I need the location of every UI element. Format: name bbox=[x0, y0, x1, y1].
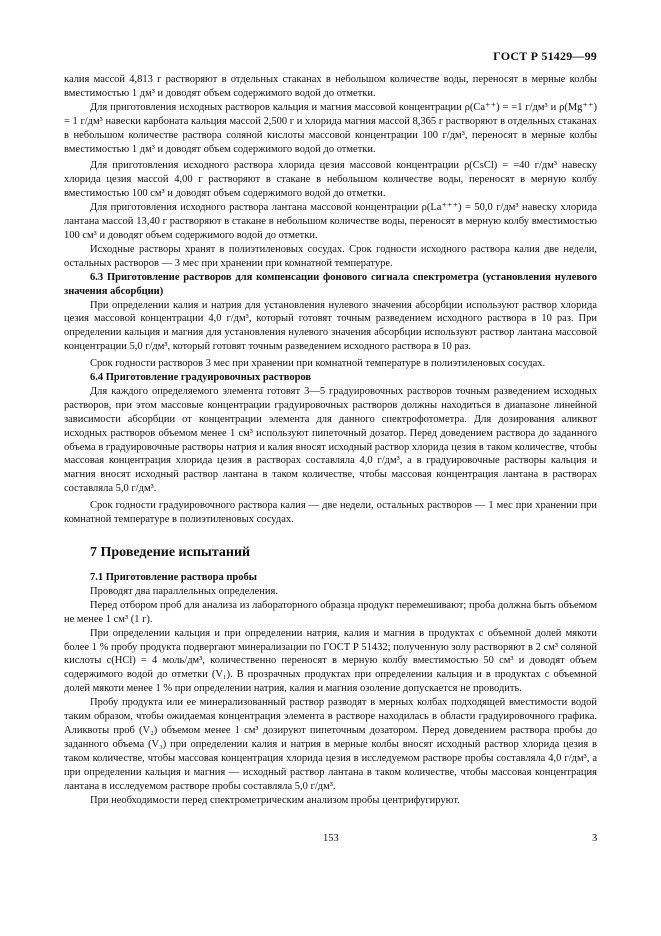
paragraph: Для приготовления исходного раствора хлорида цезия массовой концентрации ρ(CsCl) = =40 г/дм³ навеску хлорида цезия массой 4,00 г растворяют в стакане в небольшом количестве воды, переносят в мерную колбу вместимостью 100 см³ и доводят объем содержимого водой до отметки. bbox=[64, 160, 597, 200]
paragraph: При определении кальция и при определении натрия, калия и магния в продуктах с объемной долей мякоти более 1 % пробу продукта подвергают минерализации по ГОСТ Р 51432; полученную золу растворяют в 2 см³ соляной кислоты c(HCl) = 4 моль/дм³, количественно переносят в мерную колбу вместимостью 50 см³ и доводят объем содержимого водой до отметки (V₁). В прозрачных продуктах при определении кальция и в продуктах с объемной долей мякоти менее 1 % при определении натрия, калия и магния озоление допускается не проводить. bbox=[64, 627, 597, 695]
subsection-heading-6-3: 6.3 Приготовление растворов для компенсации фонового сигнала спектрометра (установления нулевого значения абсорбции) bbox=[64, 271, 597, 297]
paragraph: Пробу продукта или ее минерализованный раствор разводят в мерных колбах подходящей вместимости водой таким образом, чтобы ожидаемая концентрация элемента в растворе находилась в области градуировочного графика. Аликвоты проб (V₂) объемом менее 1 см³ дозируют пипеточным дозатором. Перед доведением раствора пробы до заданного объема (V₃) при определении калия и натрия в мерные колбы вносят исходный раствор хлорида цезия в таком количестве, чтобы массовая концентрация хлорида цезия в исследуемом растворе пробы составляла 4,0 г/дм³, а при определении кальция и магния — исходный раствор лантана в таком количестве, чтобы массовая концентрация лантана в исследуемом растворе пробы составляла 5,0 г/дм³. bbox=[64, 697, 597, 792]
paragraph: Срок годности градуировочного раствора калия — две недели, остальных растворов — 1 мес при хранении при комнатной температуре в полиэтиленовых сосудах. bbox=[64, 500, 597, 526]
paragraph: Для приготовления исходных растворов кальция и магния массовой концентрации ρ(Ca⁺⁺) = =1 г/дм³ и ρ(Mg⁺⁺) = 1 г/дм³ навески карбоната кальция массой 2,500 г и хлорида магния массой 8,365 г растворяют в отдельных стаканах в небольшом количестве раствора соляной кислоты массовой концентрации 100 г/дм³, переносят в мерные колбы вместимостью 1 дм³ и доводят объем содержимого водой до отметки. bbox=[64, 101, 597, 155]
paragraph: Срок годности растворов 3 мес при хранении при комнатной температуре в полиэтиленовых сосудах. bbox=[90, 358, 546, 370]
paragraph: Для каждого определяемого элемента готовят 3—5 градуировочных растворов точным разведением исходных растворов, при этом массовые концентрации градуировочных растворов должны находиться в диапазоне линейной зависимости абсорбции от концентрации элемента для данного спектрофотометра. Для дозирования аликвот исходных растворов объемом менее 1 см³ используют пипеточный дозатор. Перед доведением раствора до заданного объема в градуировочные растворы натрия и калия вносят исходный раствор хлорида цезия в таком количестве, чтобы массовая концентрация хлорида цезия в растворах составляла 4,0 г/дм³, а в градуировочные растворы кальция и магния вносят исходный раствор лантана в таком количестве, чтобы массовая концентрация лантана в растворах составляла 5,0 г/дм³. bbox=[64, 385, 597, 495]
paragraph: Для приготовления исходного раствора лантана массовой концентрации ρ(La⁺⁺⁺) = 50,0 г/дм³ навеску хлорида лантана массой 13,40 г растворяют в стакане в небольшом количестве воды, переносят в мерную колбу вместимостью 100 см³ и доводят объем содержимого водой до отметки. bbox=[64, 202, 597, 241]
paragraph: Исходные растворы хранят в полиэтиленовых сосудах. Срок годности исходного раствора калия две недели, остальных растворов — 3 мес при хранении при комнатной температуре. bbox=[64, 243, 597, 269]
paragraph: калия массой 4,813 г растворяют в отдельных стаканах в небольшом количестве воды, переносят в мерные колбы вместимостью 1 дм³ и доводят объем содержимого водой до отметки. bbox=[64, 74, 597, 99]
paragraph: При необходимости перед спектрометрическим анализом пробы центрифугируют. bbox=[90, 794, 460, 806]
folio-number: 153 bbox=[323, 833, 339, 844]
subsection-heading-6-4: 6.4 Приготовление градуировочных растворов bbox=[90, 372, 312, 384]
subsection-heading-7-1: 7.1 Приготовление раствора пробы bbox=[90, 572, 257, 583]
standard-designation: ГОСТ Р 51429—99 bbox=[493, 49, 597, 63]
document-body bbox=[64, 73, 597, 807]
paragraph: Перед отбором проб для анализа из лабораторного образца продукт перемешивают; проба должна быть объемом не менее 1 см³ (1 г). bbox=[64, 599, 597, 625]
page-number: 3 bbox=[592, 833, 598, 844]
paragraph: При определении калия и натрия для установления нулевого значения абсорбции используют раствор хлорида цезия массовой концентрации 4,0 г/дм³, который готовят точным разведением исходного раствора в 10 раз. При определении кальция и магния для установления нулевого значения абсорбции используют раствор лантана массовой концентрации 5,0 г/дм³, который готовят точным разведением исходного раствора в 10 раз. bbox=[64, 299, 597, 353]
paragraph: Проводят два параллельных определения. bbox=[90, 585, 278, 597]
section-heading-7: 7 Проведение испытаний bbox=[90, 545, 251, 560]
